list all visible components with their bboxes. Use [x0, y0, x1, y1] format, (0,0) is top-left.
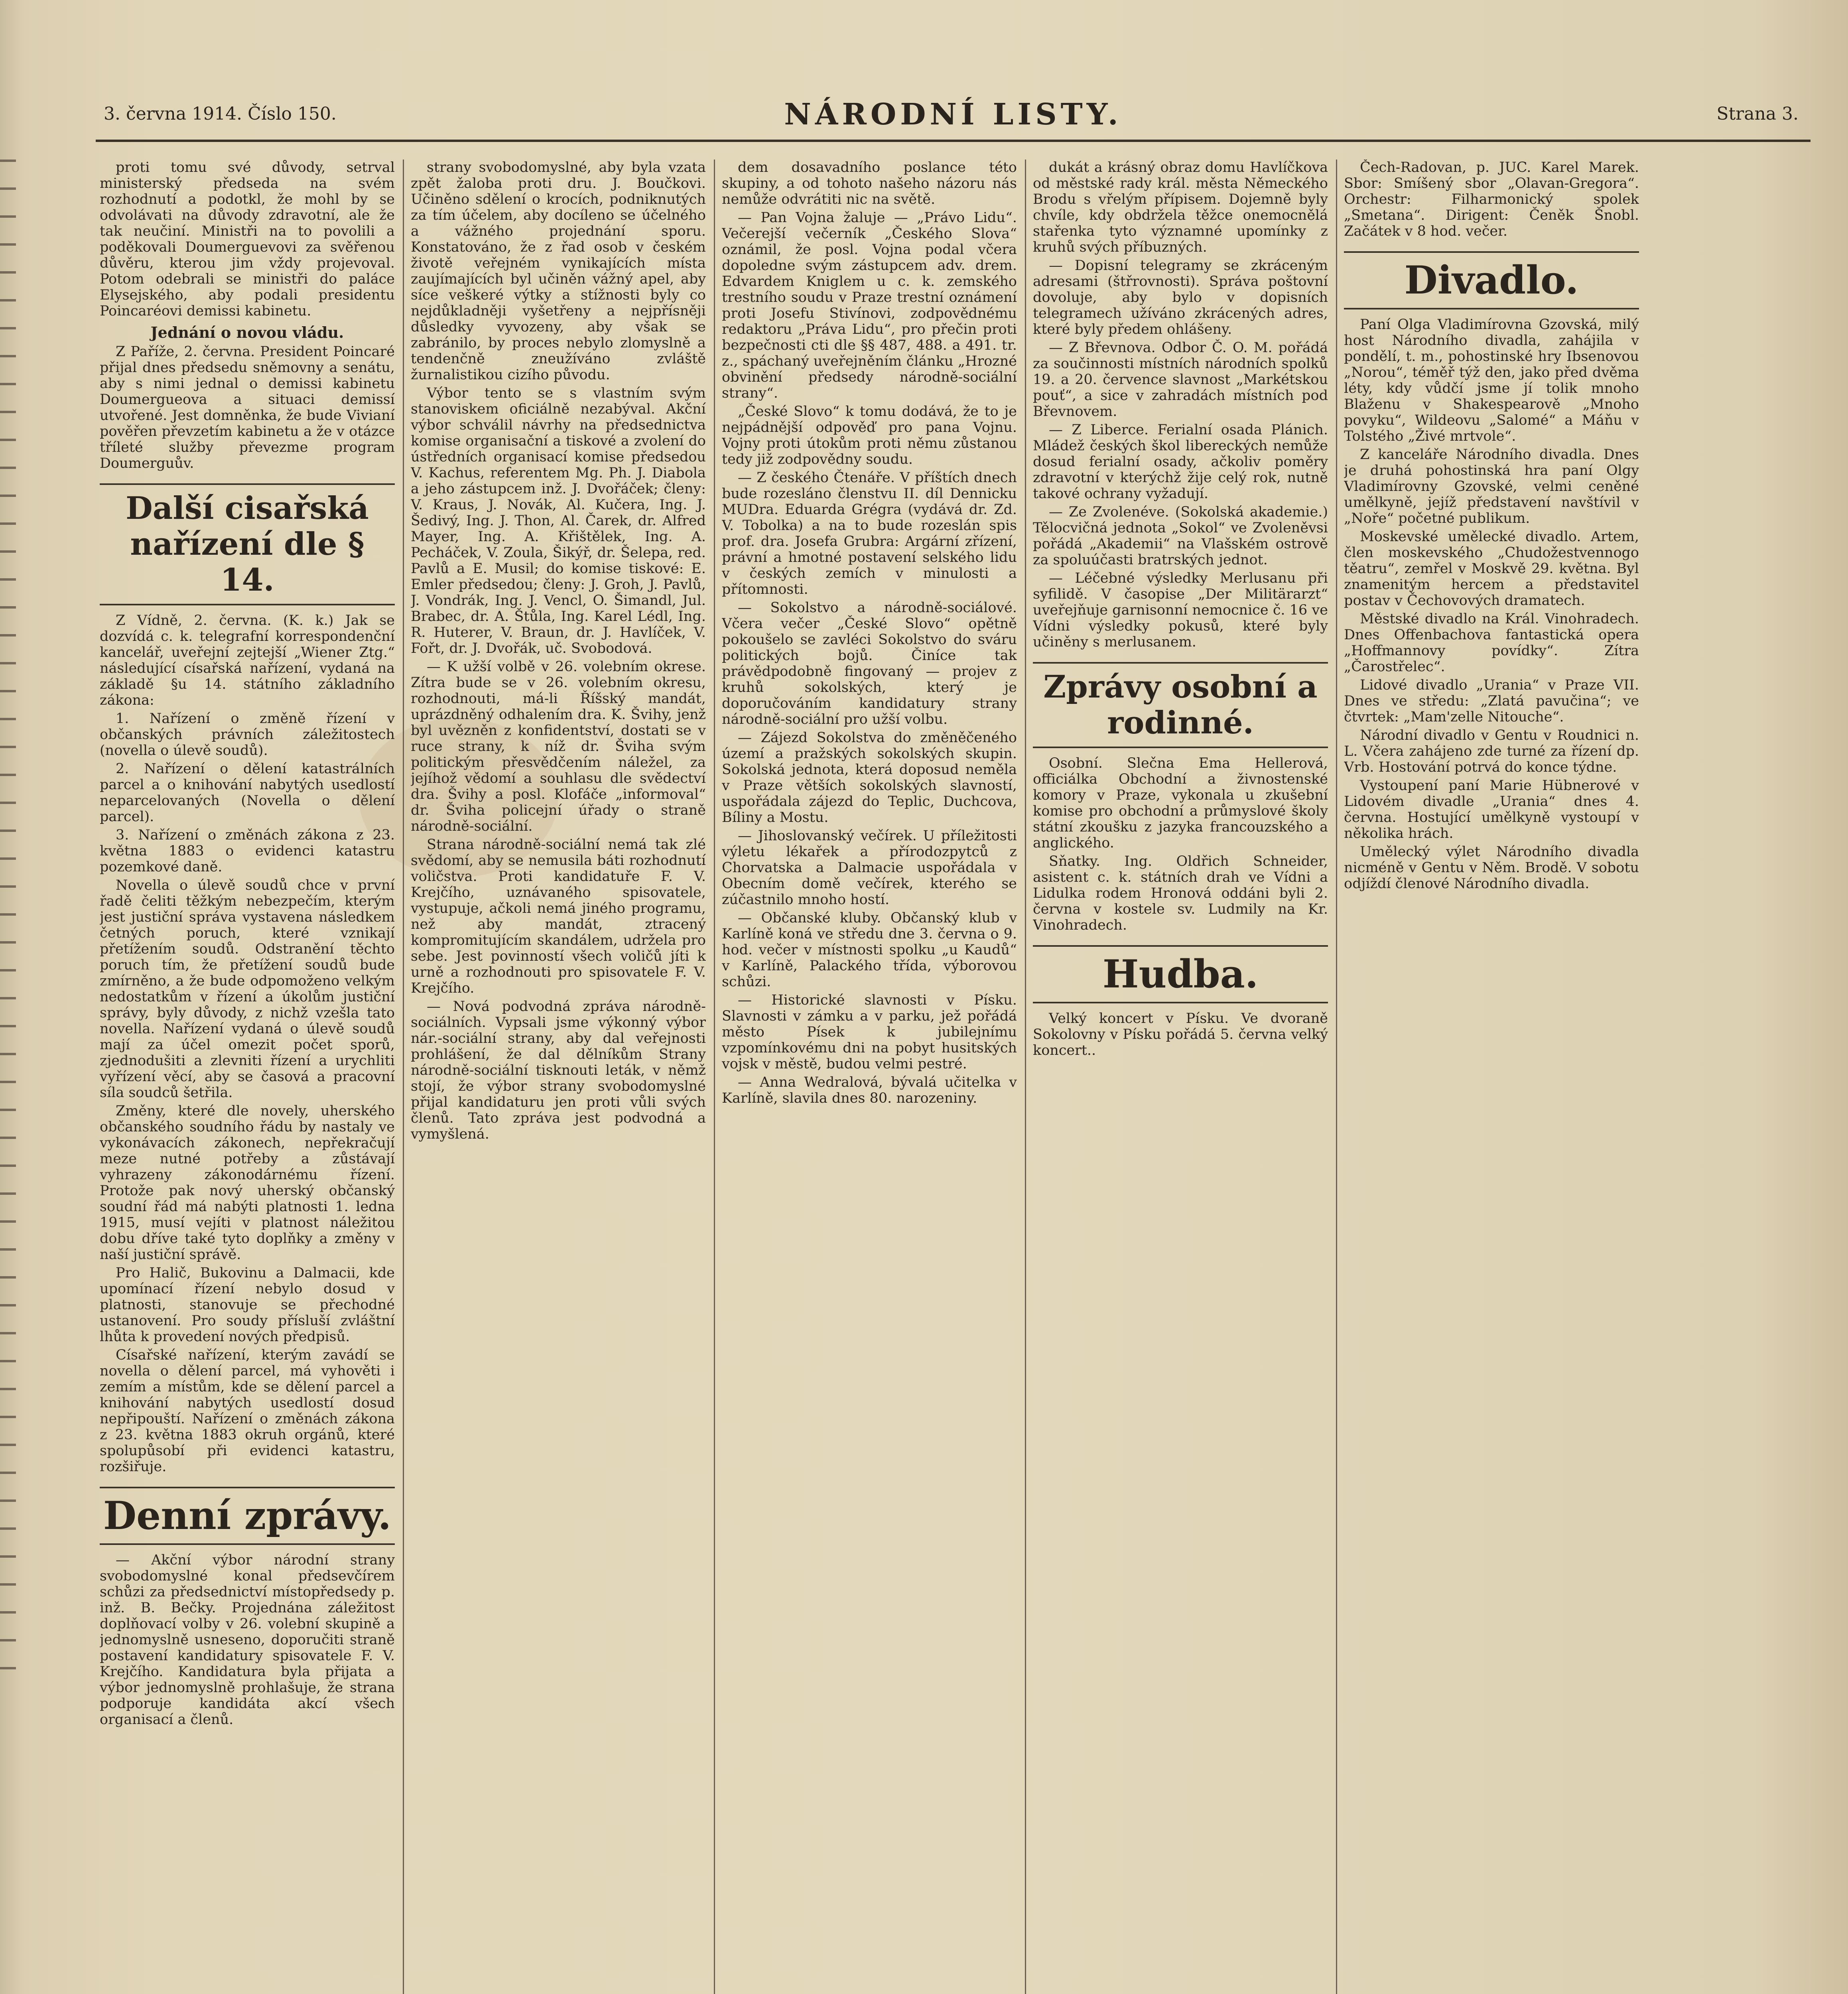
article-paragraph: — Ze Zvolenéve. (Sokolská akademie.) Tělocvičná jednota „Sokol“ ve Zvoleněvsi pořádá „Akademii“ na Vlašském ostrově za spoluúčasti bratrských jednot. [1033, 504, 1328, 568]
newspaper-title: NÁRODNÍ LISTY. [784, 97, 1122, 132]
article-paragraph: Osobní. Slečna Ema Hellerová, officiálka Obchodní a živnostenské komory v Praze, vykonala u zkušební komise pro obchodní a průmyslové školy státní zkoušku z jazyka francouzského a anglického. [1033, 755, 1328, 851]
article-paragraph: — Anna Wedralová, bývalá učitelka v Karlíně, slavila dnes 80. narozeniny. [722, 1074, 1017, 1106]
article-paragraph: dukát a krásný obraz domu Havlíčkova od městské rady král. města Německého Brodu s vřelým přípisem. Dojemně byly chvíle, kdy obdržela těžce onemocnělá stařenka tyto významné upomínky z kruhů svých příbuzných. [1033, 160, 1328, 255]
article-paragraph: „České Slovo“ k tomu dodává, že to je nejpádnější odpověď pro pana Vojnu. Vojny proti útokům proti němu zůstanou tedy již zodpovědny soudu. [722, 404, 1017, 467]
article-paragraph: strany svobodomyslné, aby byla vzata zpět žaloba proti dru. J. Boučkovi. Učiněno sdělení o krocích, podniknutých za tím účelem, aby docíleno se účelného a vážného projednání sporu. Konstatováno, že z řad osob v českém životě veřejném vynikajících místa zaujímajících byl učiněn vážný apel, aby síce veškeré výtky a stížnosti byly co nejdůkladněji vyšetřeny a nejpřísněji důsledky vyvozeny, aby však se zabránilo, by proces nebylo zlomyslně a tendenčně zneužíváno zvláště žurnalistikou cizího původu. [411, 160, 706, 383]
article-paragraph: — Zájezd Sokolstva do změněčeného území a pražských sokolských skupin. Sokolská jednota, která doposud neměla v Praze větších sokolských slavností, uspořádala zájezd do Teplic, Duchcova, Bíliny a Mostu. [722, 730, 1017, 826]
article-paragraph: Vystoupení paní Marie Hübnerové v Lidovém divadle „Urania“ dnes 4. června. Hostující umělkyně vystoupí v několika hrách. [1344, 778, 1639, 841]
article-paragraph: Pro Halič, Bukovinu a Dalmacii, kde upomínací řízení nebylo dosud v platnosti, stanovuje se přechodné ustanovení. Pro soudy přísluší zvláštní lhůta k provedení nových předpisů. [100, 1265, 395, 1345]
article-paragraph: Paní Olga Vladimírovna Gzovská, milý host Národního divadla, zahájila v pondělí, t. m., pohostinské hry Ibsenovou „Norou“, téměř týž den, jako před dvěma léty, kdy vůdčí jsme jí tolik mnoho Blaženu v Shakespearově „Mnoho povyku“, Wildeovu „Salomé“ a Máňu v Tolstého „Živé mrtvole“. [1344, 317, 1639, 444]
article-paragraph: Národní divadlo v Gentu v Roudnici n. L. Včera zahájeno zde turné za řízení dp. Vrb. Hostování potrvá do konce týdne. [1344, 727, 1639, 775]
article-paragraph: Městské divadlo na Král. Vinohradech. Dnes Offenbachova fantastická opera „Hoffmannovy povídky“. Zítra „Čarostřelec“. [1344, 611, 1639, 675]
article-paragraph: — Sokolstvo a národně-sociálové. Včera večer „České Slovo“ opětně pokoušelo se zavléci Sokolstvo do sváru politických bojů. Činíce tak právědpodobně fingovaný — projev z kruhů sokolských, který je doporučováním kandidatury strany národně-sociální pro užší volbu. [722, 600, 1017, 727]
article-paragraph: Lidové divadlo „Urania“ v Praze VII. Dnes ve středu: „Zlatá pavučina“; ve čtvrtek: „Mam'zelle Nitouche“. [1344, 677, 1639, 725]
article-paragraph: Čech-Radovan, p. JUC. Karel Marek. Sbor: Smíšený sbor „Olavan-Gregora“. Orchestr: Filharmonický spolek „Smetana“. Dirigent: Čeněk Šnobl. Začátek v 8 hod. večer. [1344, 160, 1639, 239]
section-heading: Denní zprávy. [100, 1487, 395, 1545]
column-3 [722, 160, 1017, 1994]
article-paragraph: — Pan Vojna žaluje — „Právo Lidu“. Večerejší večerník „Českého Slova“ oznámil, že posl. Vojna podal včera dopoledne svým zástupcem adv. drem. Edvardem Kniglem u c. k. zemského trestního soudu v Praze trestní oznámení proti Josefu Stivínovi, zodpovědnému redaktoru „Práva Lidu“, pro přečin proti bezpečnosti cti dle §§ 487, 488. a 491. tr. z., spáchaný uveřejněním článku „Hrozné obvinění předsedy národně-sociální strany“. [722, 210, 1017, 401]
article-paragraph: Císařské nařízení, kterým zavádí se novella o dělení parcel, má vyhověti i zemím a místům, kde se dělení parcel a knihování nabytých usedlostí dosud nepřipouští. Nařízení o změnách zákona z 23. května 1883 okruh orgánů, které spolupůsobí při evidenci katastru, rozšiřuje. [100, 1347, 395, 1475]
article-paragraph: Strana národně-sociální nemá tak zlé svědomí, aby se nemusila báti rozhodnutí voličstva. Proti kandidatuře F. V. Krejčího, uznávaného spisovatele, vystupuje, ačkoli nemá jiného programu, než aby mandát, ztracený kompromitujícím skandálem, udržela pro sebe. Jest povinností všech voličů jíti k urně a rozhodnouti pro spisovatele F. V. Krejčího. [411, 837, 706, 996]
article-paragraph: Sňatky. Ing. Oldřich Schneider, asistent c. k. státních drah ve Vídni a Lidulka rodem Hronová oddáni byli 2. června v kostele sv. Ludmily na Kr. Vinohradech. [1033, 853, 1328, 933]
column-5 [1344, 160, 1639, 1994]
page-header [96, 92, 1811, 142]
column-2 [411, 160, 706, 1994]
section-heading: Divadlo. [1344, 251, 1639, 309]
article-paragraph: — Nová podvodná zpráva národně-sociálních. Vypsali jsme výkonný výbor nár.-sociální strany, aby dal veřejnosti prohlášení, že dal dělníkům Strany národně-sociální tisknouti leták, v němž stojí, že výbor strany svobodomyslné přijal kandidaturu jen proti vůli svých členů. Tato zpráva jest podvodná a vymyšlená. [411, 999, 706, 1142]
column-rule [1336, 160, 1337, 1994]
article-paragraph: Velký koncert v Písku. Ve dvoraně Sokolovny v Písku pořádá 5. června velký koncert.. [1033, 1011, 1328, 1058]
article-paragraph: — Akční výbor národní strany svobodomyslné konal předsevčírem schůzi za předsednictví místopředsedy p. inž. B. Bečky. Projednána záležitost doplňovací volby v 26. volební skupině a jednomyslně usneseno, doporučiti straně postavení kandidatury spisovatele F. V. Krejčího. Kandidatura byla přijata a výbor jednomyslně prohlašuje, že strana podporuje kandidáta akcí všech organisací a členů. [100, 1552, 395, 1728]
article-paragraph: — Z Liberce. Ferialní osada Plánich. Mládež českých škol libereckých nemůže dosud ferialní osady, ačkoliv poměry zdravotní v kterýchž žije celý rok, nutně takové ochrany vyžadují. [1033, 422, 1328, 502]
section-heading: Hudba. [1033, 945, 1328, 1003]
column-1 [100, 160, 395, 1994]
article-paragraph: — Dopisní telegramy se zkráceným adresami (štřrovnosti). Správa poštovní dovoluje, aby bylo v dopisních telegramech užíváno zkrácených adres, které byly předem ohlášeny. [1033, 258, 1328, 337]
article-paragraph: — Z Břevnova. Odbor Č. O. M. pořádá za součinnosti místních národních spolků 19. a 20. července slavnost „Markétskou pouť“, a sice v zahradách místních pod Břevnovem. [1033, 340, 1328, 420]
article-paragraph: dem dosavadního poslance této skupiny, a od tohoto našeho názoru nás nemůže odvrátiti nic na světě. [722, 160, 1017, 207]
section-heading: Zprávy osobní a rodinné. [1033, 662, 1328, 748]
column-rule [1025, 160, 1026, 1994]
article-paragraph: Novella o úlevě soudů chce v první řadě čeliti těžkým nebezpečím, kterým jest justiční správa vystavena následkem četných poruch, které vznikají přetížením soudů. Odstranění těchto poruch tím, že přetížení soudů bude zmírněno, a že bude odpomoženo velkým nedostatkům v řízení a úkolům justiční správy, byly důvody, z nichž vzešla tato novella. Nařízení vydaná o úlevě soudů mají za účel omezit počet sporů, zjednodušiti a zlevniti řízení a urychliti vyřízení věcí, aby se časová a pracovní síla soudců šetřila. [100, 877, 395, 1101]
issue-date: 3. června 1914. Číslo 150. [104, 104, 337, 124]
article-paragraph: — Léčebné výsledky Merlusanu při syfilidě. V časopise „Der Militärarzt“ uveřejňuje garnisonní nemocnice č. 16 ve Vídni výsledky pokusů, které byly učiněny s merlusanem. [1033, 570, 1328, 650]
article-paragraph: 3. Nařízení o změnách zákona z 23. května 1883 o evidenci katastru pozemkové daně. [100, 827, 395, 875]
article-paragraph: Změny, které dle novely, uherského občanského soudního řádu by nastaly ve vykonávacích zákonech, nepřekračují meze nutné potřeby a zůstávají vyhrazeny zákonodárnému řízení. Protože pak nový uherský občanský soudní řád má nabýti platnosti 1. ledna 1915, musí vejíti v platnost náležitou dobu dříve také tyto doplňky a změny v naší justiční správě. [100, 1103, 395, 1263]
article-paragraph: Moskevské umělecké divadlo. Artem, člen moskevského „Chudožestvennogo těatru“, zemřel v Moskvě 29. května. Byl znamenitým hercem a představitel postav v Čechovových dramatech. [1344, 529, 1639, 609]
binding-edge [0, 160, 16, 1675]
page-number: Strana 3. [1716, 104, 1799, 124]
article-paragraph: 2. Nařízení o dělení katastrálních parcel a o knihování nabytých usedlostí neparcelovaných (Novella o dělení parcel). [100, 761, 395, 825]
subheading: Jednání o novou vládu. [150, 323, 344, 341]
article-paragraph: — Jihoslovanský večírek. U příležitosti výletu lékařek a přírodozpytců z Chorvatska a Dalmacie uspořádala v Obecním domě večírek, kterého se zúčastnilo mnoho hostí. [722, 828, 1017, 908]
article-paragraph: Z kanceláře Národního divadla. Dnes je druhá pohostinská hra paní Olgy Vladimírovny Gzovské, velmi ceněné umělkyně, jejíž představení navštívil v „Noře“ početné publikum. [1344, 447, 1639, 526]
article-paragraph: — K užší volbě v 26. volebním okrese. Zítra bude se v 26. volebním okresu, rozhodnouti, má-li Říšský mandát, uprázdněný odhalením dra. K. Švihy, jenž byl uvězněn z konfidentství, dostati se v ruce strany, k níž dr. Šviha svým politickým přesvědčením náležel, za jejíhož vědomí a souhlasu dle svědectví dra. Švihy a posl. Klofáče „informoval“ dr. Šviha policejní úřady o straně národně-sociální. [411, 659, 706, 834]
article-paragraph: — Historické slavnosti v Písku. Slavnosti v zámku a v parku, jež pořádá město Písek k jubilejnímu vzpomínkovému dni na pobyt husitských vojsk v městě, budou velmi pestré. [722, 992, 1017, 1072]
article-paragraph: Výbor tento se s vlastním svým stanoviskem oficiálně nezabýval. Akční výbor schválil návrhy na předsednictva komise organisační a tiskové a zvolení do ústředních organisací komise předsedou V. Kachus, referentem Mg. Ph. J. Diabola a jeho zástupcem inž. J. Dvořáček; členy: V. Kraus, J. Novák, Al. Kučera, Ing. J. Šedivý, Ing. J. Thon, Al. Čarek, dr. Alfred Mayer, Ing. A. Křištělek, Ing. A. Pecháček, V. Zoula, Šikýř, dr. Šelepa, red. Pavlů a E. Musil; do komise tiskové: E. Emler předsedou; členy: J. Groh, J. Pavlů, J. Vondrák, Ing. J. Vencl, O. Šimandl, Jul. Brabec, dr. A. Štůla, Ing. Karel Lédl, Ing. R. Huterer, V. Braun, dr. J. Havlíček, V. Fořt, dr. J. Dvořák, uč. Svobodová. [411, 385, 706, 656]
column-rule [714, 160, 715, 1994]
article-paragraph: — Občanské kluby. Občanský klub v Karlíně koná ve středu dne 3. června o 9. hod. večer v místnosti spolku „u Kaudů“ v Karlíně, Palackého třída, výborovou schůzi. [722, 910, 1017, 990]
article-paragraph: Z Paříže, 2. června. President Poincaré přijal dnes předsedu sněmovny a senátu, aby s nimi jednal o demissi kabinetu Doumergueova a situaci demissí utvořené. Jest domněnka, že bude Vivianí pověřen převzetím kabinetu a že v otázce tříleté služby převezme program Doumerguův. [100, 344, 395, 471]
column-rule [403, 160, 404, 1994]
section-heading: Další cisařská nařízení dle § 14. [100, 483, 395, 605]
column-4 [1033, 160, 1328, 1994]
article-paragraph: 1. Nařízení o změně řízení v občanských právních záležitostech (novella o úlevě soudů). [100, 711, 395, 759]
article-paragraph: proti tomu své důvody, setrval ministerský předseda na svém rozhodnutí a podotkl, že mohl by se odvolávati na důvody zdravotní, ale že tak neučiní. Ministři na to povolili a poděkovali Doumerguevovi za svěřenou důvěru, kterou jim vždy projevoval. Potom odebrali se ministři do paláce Elysejského, aby podali presidentu Poincaréovi demissi kabinetu. [100, 160, 395, 319]
article-paragraph: Z Vídně, 2. června. (K. k.) Jak se dozvídá c. k. telegrafní korrespondenční kancelář, uveřejní zejtejší „Wiener Ztg.“ následující císařská nařízení, vydaná na základě §u 14. státního základního zákona: [100, 613, 395, 708]
article-paragraph: — Z českého Čtenáře. V příštích dnech bude rozesláno členstvu II. díl Dennicku MUDra. Eduarda Grégra (vydává dr. Zd. V. Tobolka) a na to bude rozeslán spis prof. dra. Josefa Grubra: Argární zřízení, právní a hmotné postavení selského lidu v českých zemích v minulosti a přítomnosti. [722, 470, 1017, 597]
article-paragraph: Umělecký výlet Národního divadla nicméně v Gentu v Něm. Brodě. V sobotu odjíždí členové Národního divadla. [1344, 844, 1639, 892]
